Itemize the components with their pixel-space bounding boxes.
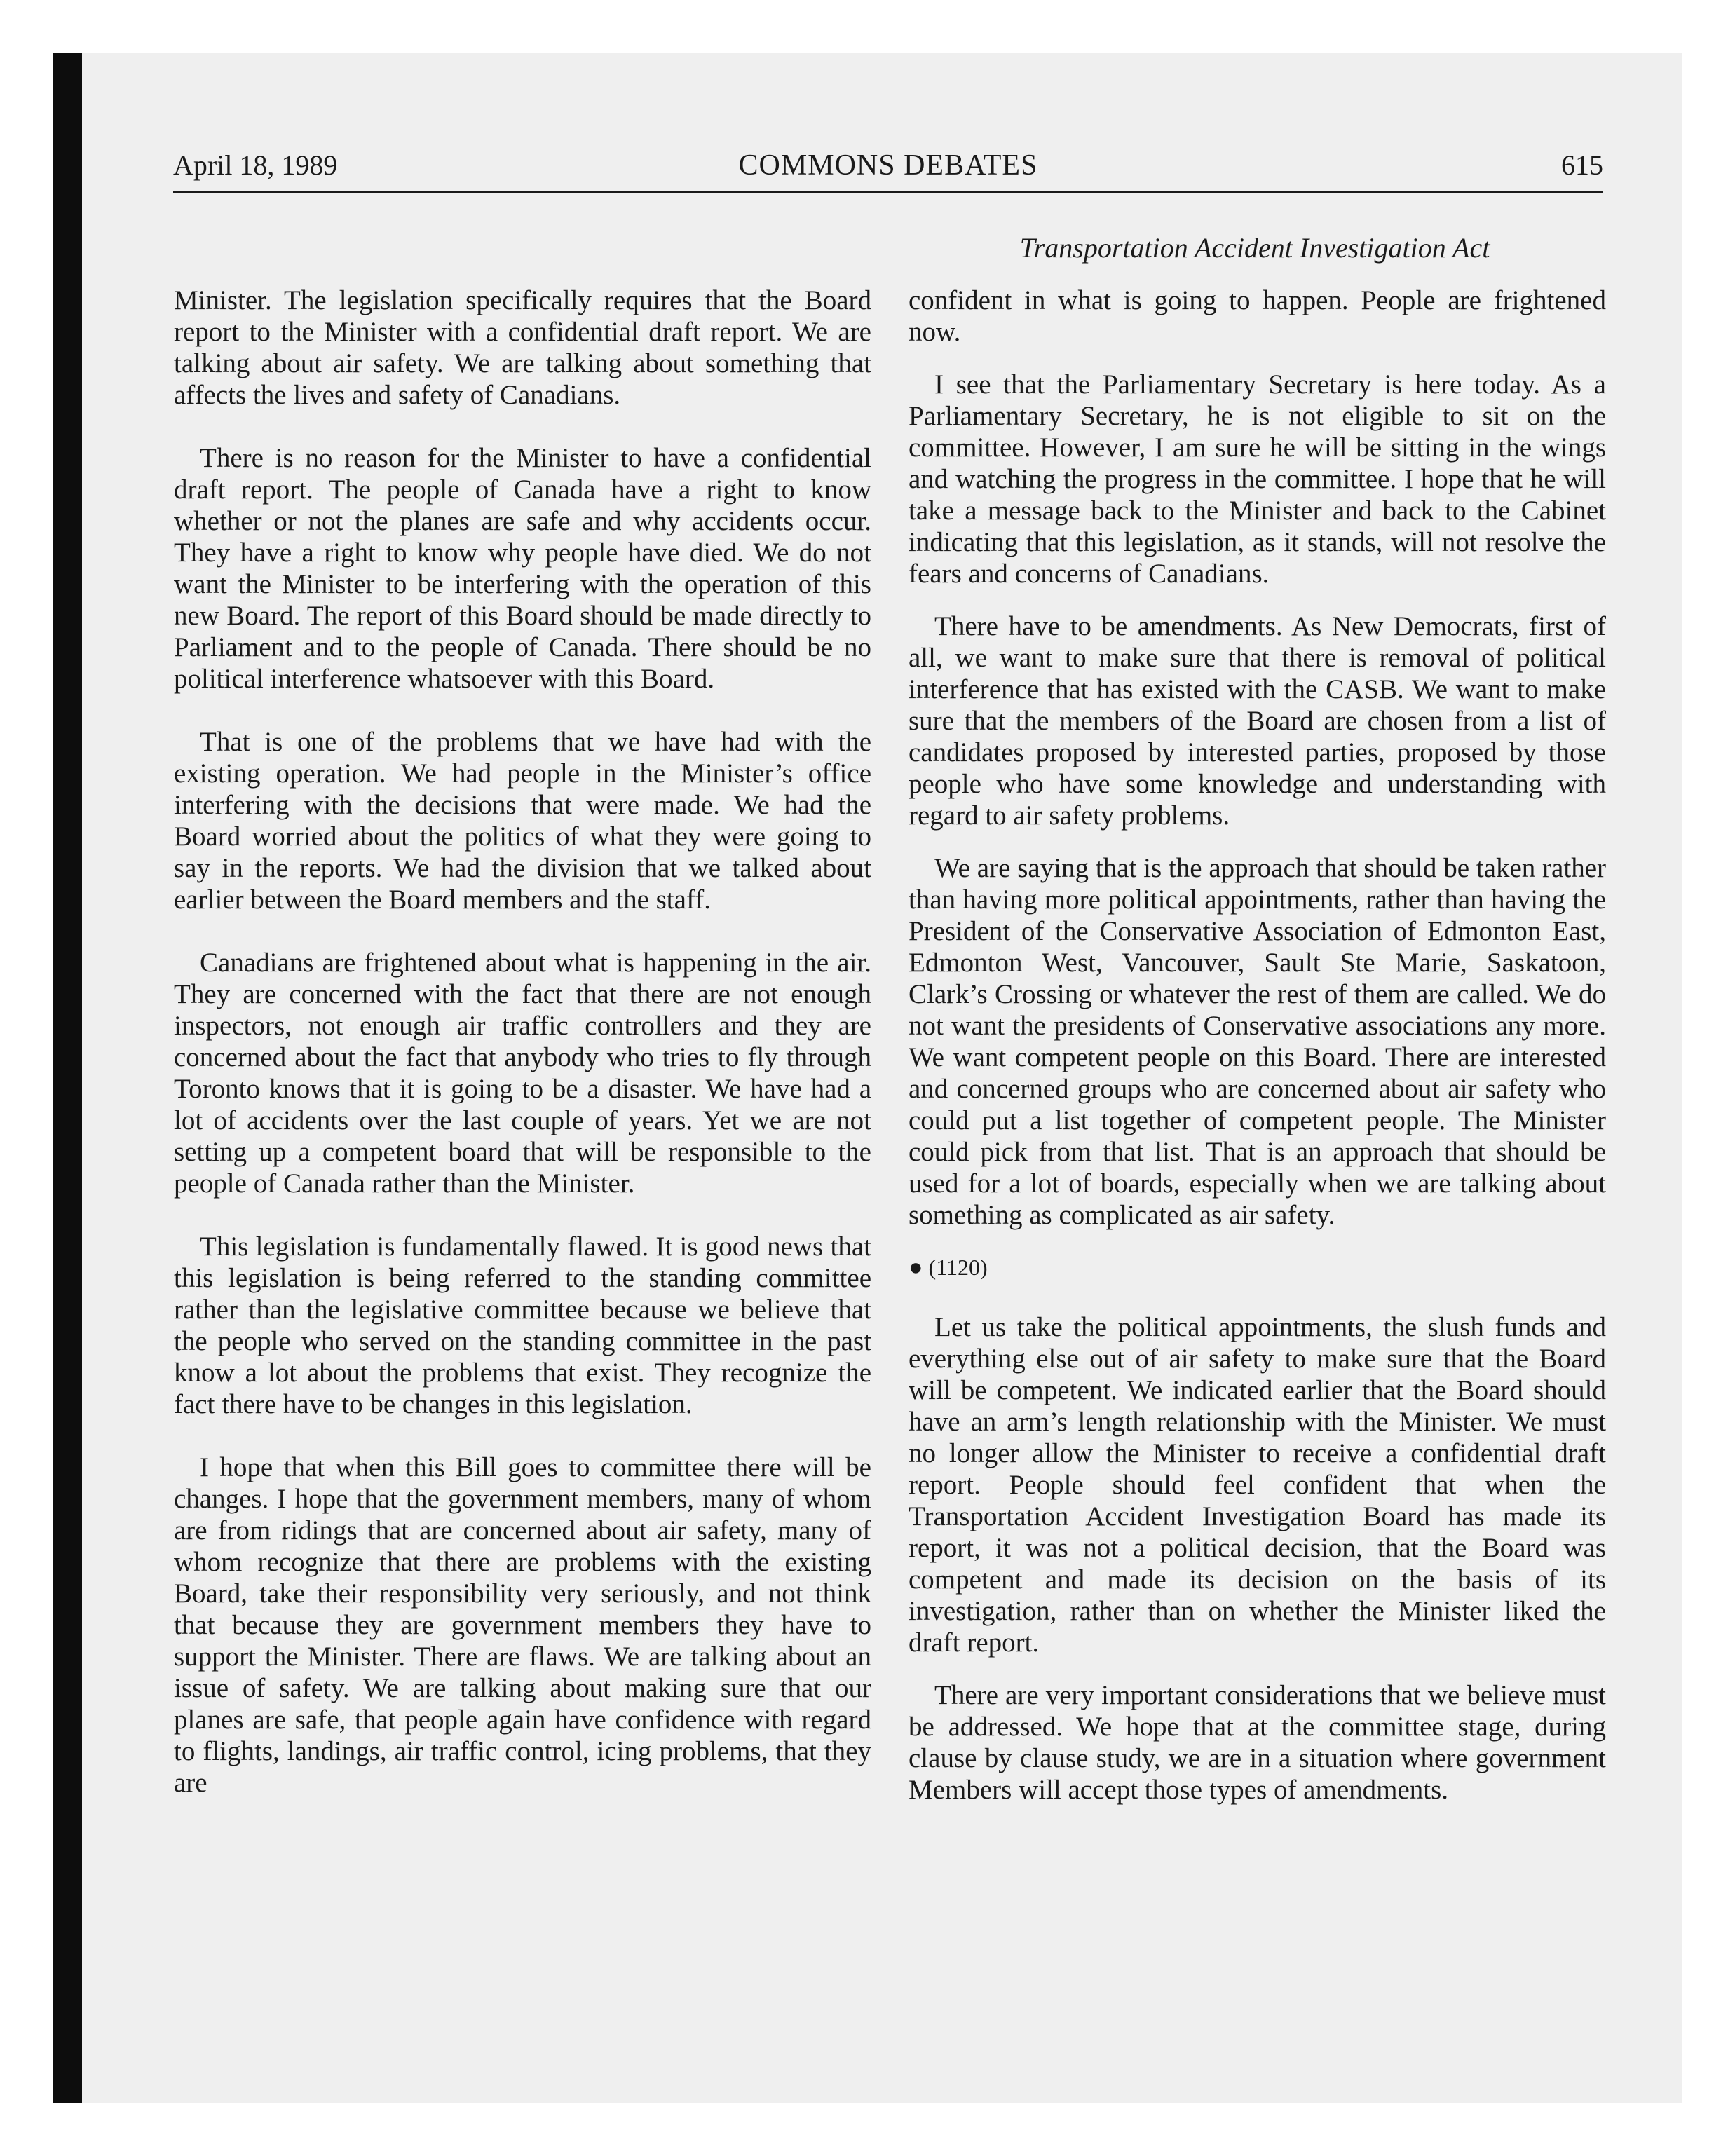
header-rule — [173, 191, 1603, 193]
paragraph: We are saying that is the approach that should be taken rather than having more political appointments, rather than having the President of the Conservative Association of Edmonton East, Edmonton West, Vancouver, Sault Ste Marie, Saskatoon, Clark’s Crossing or whatever the rest of them are called. We do not want the presidents of Conservative associations any more. We want competent people on this Board. There are interested and concerned groups who are concerned about air safety who could put a list together of competent people. The Minister could pick from that list. That is an approach that should be used for a lot of boards, especially when we are talking about something as complicated as air safety. — [909, 853, 1606, 1230]
paragraph: There have to be amendments. As New Democrats, first of all, we want to make sure that there is removal of political interference that has existed with the CASB. We want to make sure that the members of the Board are chosen from a list of candidates proposed by interested parties, proposed by those people who have some knowledge and understanding with regard to air safety problems. — [909, 611, 1606, 831]
paragraph: Canadians are frightened about what is happening in the air. They are concerned with the fact that there are not enough inspectors, not enough air traffic controllers and they are concerned about the fact that anybody who tries to fly through Toronto knows that it is going to be a disaster. We have had a lot of accidents over the last couple of years. Yet we are not setting up a competent board that will be responsible to the people of Canada rather than the Minister. — [174, 948, 871, 1199]
header-date: April 18, 1989 — [173, 149, 338, 181]
paragraph: That is one of the problems that we have had with the existing operation. We had people in the Minister’s office interfering with the decisions that were made. We had the Board worried about the politics of what they were going to say in the reports. We had the division that we talked about earlier between the Board members and the staff. — [174, 727, 871, 915]
right-column — [909, 285, 1606, 1827]
paragraph: I see that the Parliamentary Secretary is here today. As a Parliamentary Secretary, he is not eligible to sit on the committee. However, I am sure he will be sitting in the wings and watching the progress in the committee. I hope that he will take a message back to the Minister and back to the Cabinet indicating that this legislation, as it stands, will not resolve the fears and concerns of Canadians. — [909, 369, 1606, 589]
left-column — [174, 285, 871, 1830]
paragraph: I hope that when this Bill goes to committee there will be changes. I hope that the government members, many of whom are from ridings that are concerned about air safety, many of whom recognize that there are problems with the existing Board, take their responsibility very seriously, and not think that because they are government members they have to support the Minister. There are flaws. We are talking about an issue of safety. We are talking about making sure that our planes are safe, that people again have confidence with regard to flights, landings, air traffic control, icing problems, that they are — [174, 1452, 871, 1798]
paragraph: There is no reason for the Minister to have a confidential draft report. The people of Canada have a right to know whether or not the planes are safe and why accidents occur. They have a right to know why people have died. We do not want the Minister to be interfering with the operation of this new Board. The report of this Board should be made directly to Parliament and to the people of Canada. There should be no political interference whatsoever with this Board. — [174, 443, 871, 694]
paragraph: confident in what is going to happen. People are frightened now. — [909, 285, 1606, 347]
paragraph: There are very important considerations that we believe must be addressed. We hope that at the committee stage, during clause by clause study, we are in a situation where government Members will accept those types of amendments. — [909, 1680, 1606, 1805]
paragraph: Minister. The legislation specifically requires that the Board report to the Minister with a confidential draft report. We are talking about air safety. We are talking about something that affects the lives and safety of Canadians. — [174, 285, 871, 410]
page-header — [173, 149, 1603, 191]
scan-edge-shadow — [53, 53, 82, 2103]
paragraph: Let us take the political appointments, the slush funds and everything else out of air safety to make sure that the Board will be competent. We indicated earlier that the Board should have an arm’s length relationship with the Minister. We must no longer allow the Minister to receive a confidential draft report. People should feel confident that when the Transportation Accident Investigation Board has made its report, it was not a political decision, that the Board was competent and made its decision on the basis of its investigation, rather than on whether the Minister liked the draft report. — [909, 1312, 1606, 1658]
bullet-icon: ● — [909, 1255, 923, 1281]
time-marker-text: (1120) — [928, 1255, 988, 1280]
paragraph: This legislation is fundamentally flawed. It is good news that this legislation is being referred to the standing committee rather than the legislative committee because we believe that the people who served on the standing committee in the past know a lot about the problems that exist. They recognize the fact there have to be changes in this legislation. — [174, 1231, 871, 1419]
section-title: Transportation Accident Investigation Act — [1019, 232, 1490, 264]
page-number: 615 — [1561, 149, 1603, 181]
publication-title: COMMONS DEBATES — [738, 149, 1038, 182]
time-marker — [909, 1252, 1606, 1283]
